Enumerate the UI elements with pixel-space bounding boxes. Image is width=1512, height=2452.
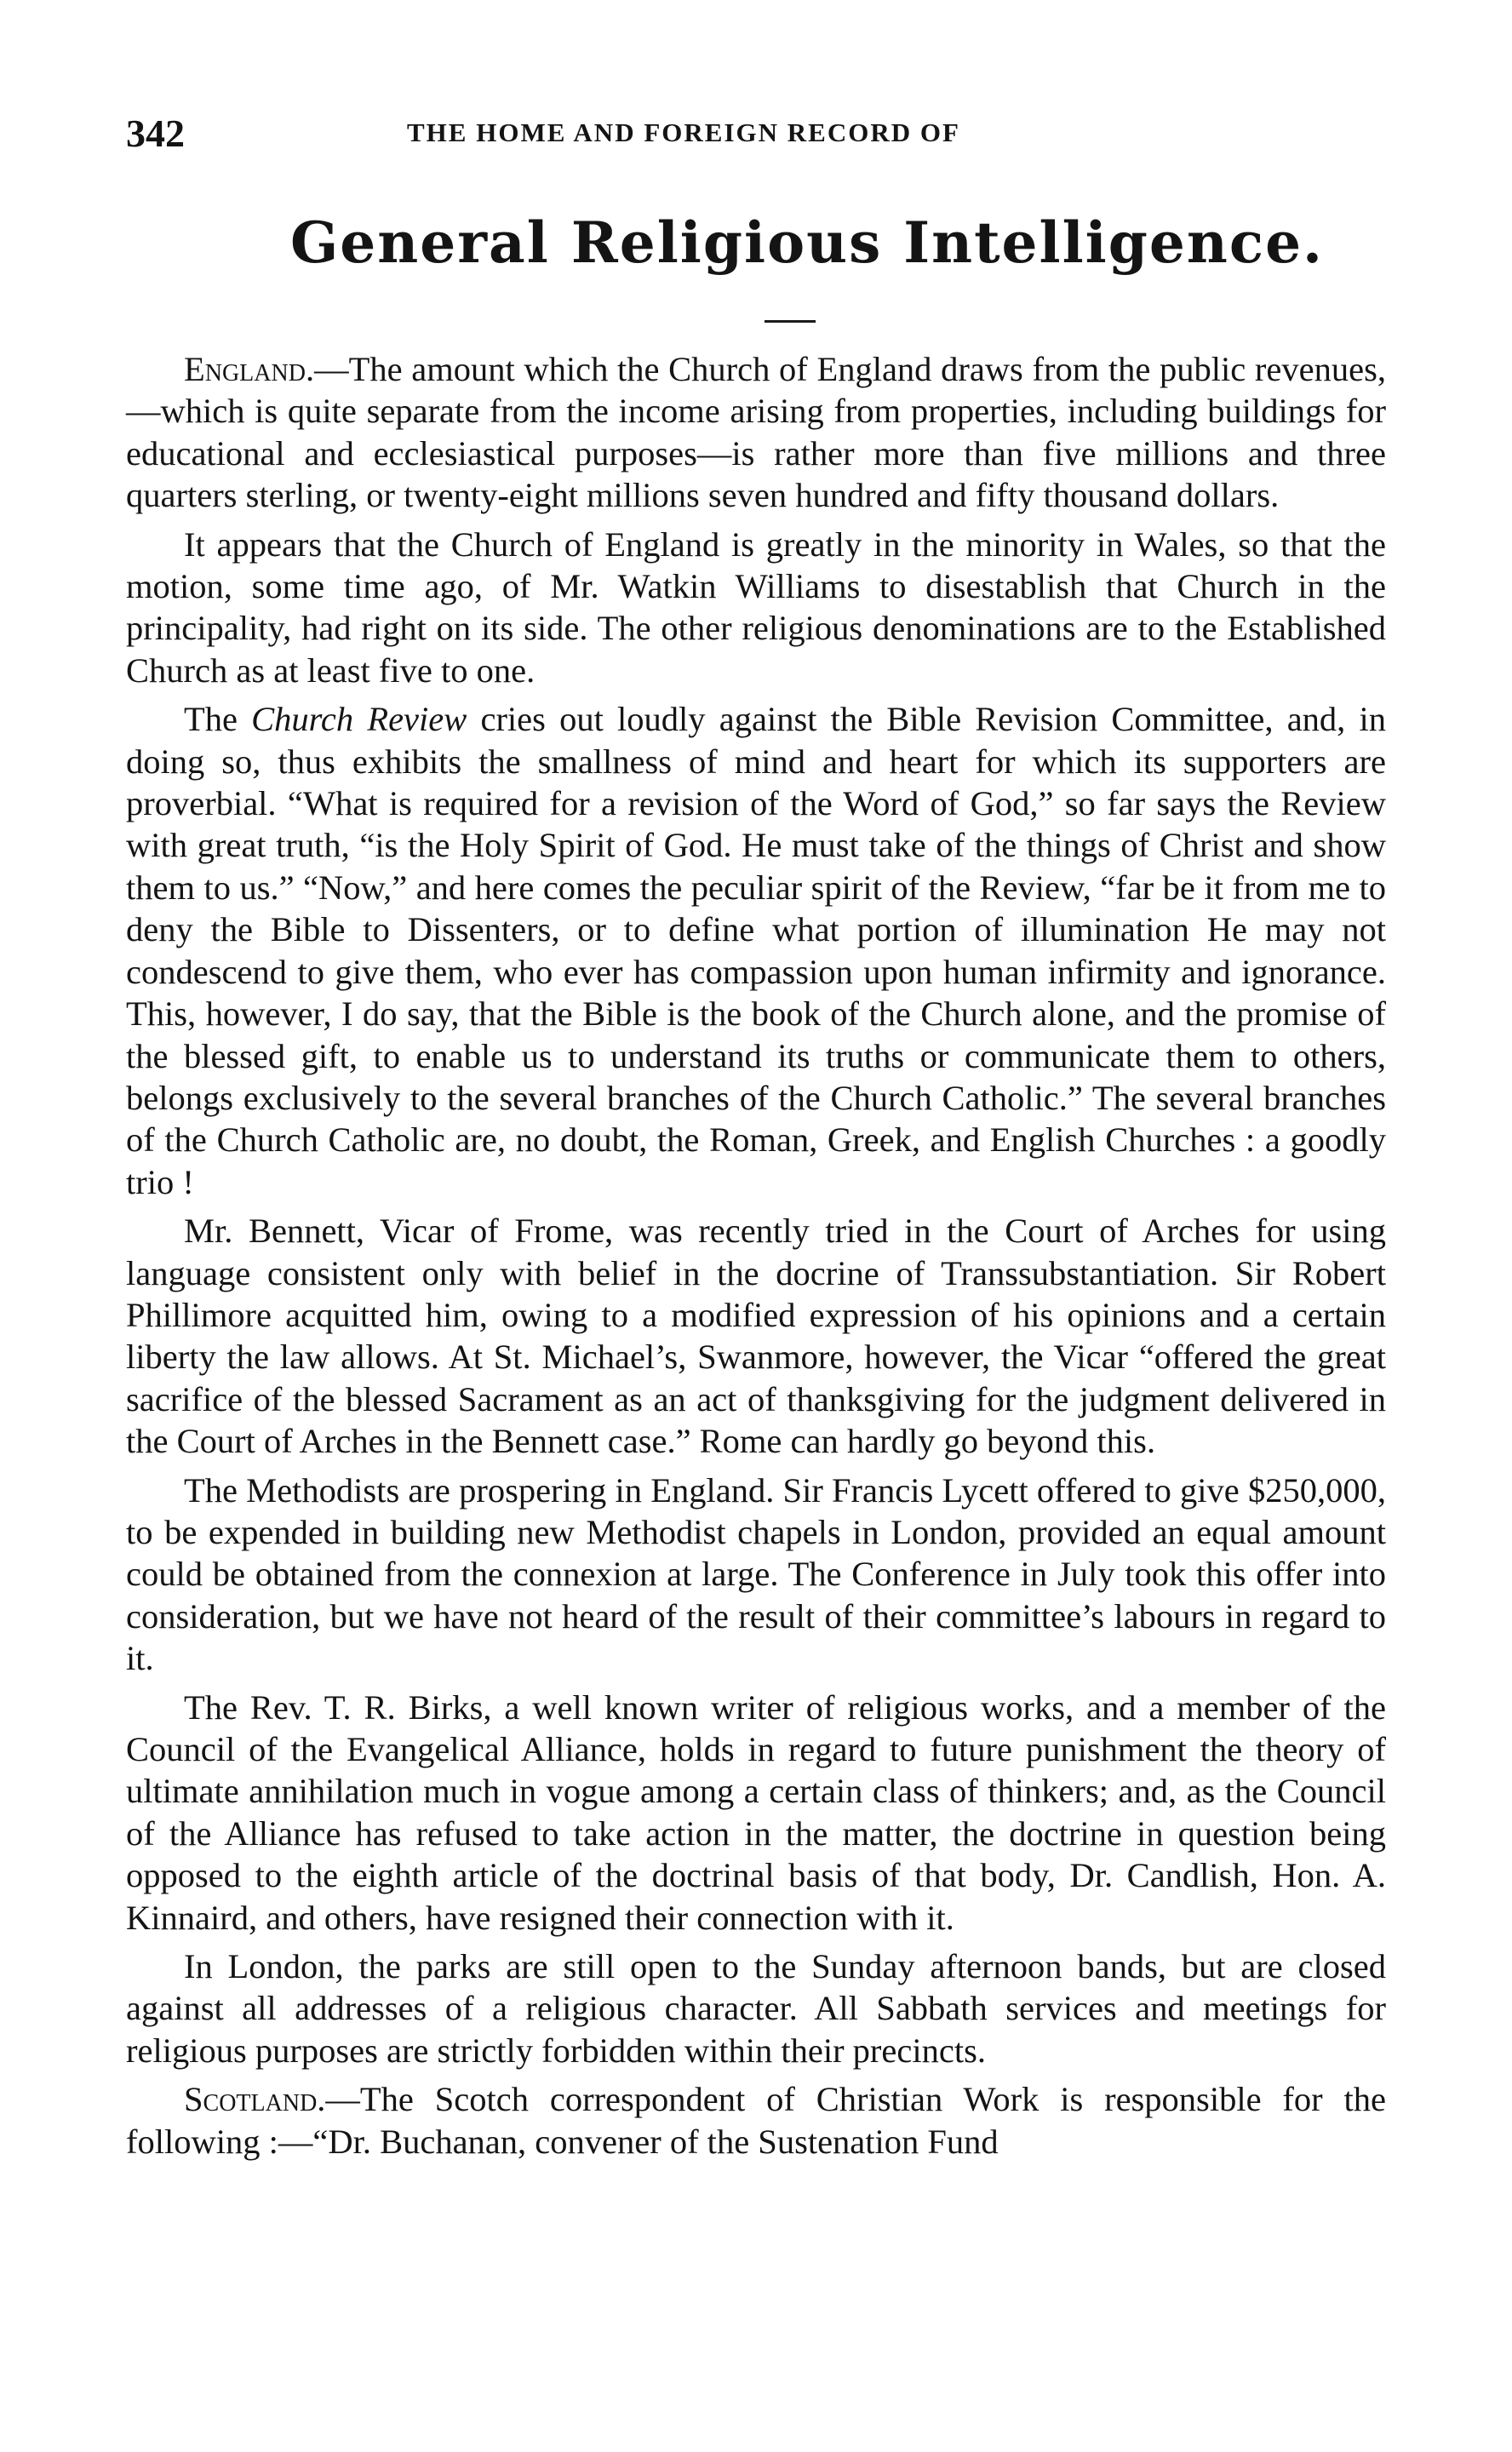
section-title: General Religious Intelligence. <box>289 209 1325 276</box>
paragraph-text: —The Scotch correspondent of Christian Work is responsible for the following :—“Dr. Buchanan, convener of the Sustenation Fund <box>126 2080 1386 2161</box>
running-head: THE HOME AND FOREIGN RECORD OF <box>407 117 960 147</box>
paragraph-lead: England. <box>184 350 315 388</box>
paragraph-text: The Rev. T. R. Birks, a well known writer of religious works, and a member of the Council of the Evangelical Alliance, holds in regard to future punishment the theory of ultimate annihilation much in vogue among a certain class of thinkers; and, as the Council of the Alliance has refused to take action in the matter, the doctrine in question being opposed to the eighth article of the doctrinal basis of that body, Dr. Candlish, Hon. A. Kinnaird, and others, have resigned their connection with it. <box>126 1687 1386 1937</box>
paragraph-church-review <box>126 698 1386 1203</box>
paragraph-bennett <box>126 1210 1386 1462</box>
paragraph-italic: Church Review <box>251 700 467 739</box>
paragraph-text: cries out loudly against the Bible Revision Committee, and, in doing so, thus exhibits the smallness of mind and heart for which its supporters are proverbial. “What is required for a revision of the Word of God,” so far says the Review with great truth, “is the Holy Spirit of God. He must take of the things of Christ and show them to us.” “Now,” and here comes the peculiar spirit of the Review, “far be it from me to deny the Bible to Dissenters, or to define what portion of illumination He may not condescend to give them, who ever has compassion upon human infirmity and ignorance. This, however, I do say, that the Bible is the book of the Church alone, and the promise of the blessed gift, to enable us to understand its truths or communicate them to others, belongs exclusively to the several branches of the Church Catholic.” The several branches of the Church Catholic are, no doubt, the Roman, Greek, and English Churches : a goodly trio ! <box>126 700 1386 1201</box>
paragraph-text-before: The <box>184 700 252 739</box>
paragraph-methodists <box>126 1469 1386 1680</box>
paragraph-birks <box>126 1687 1386 1939</box>
paragraph-text: —The amount which the Church of England draws from the public revenues,—which is quite separate from the income arising from properties, including buildings for educational and ecclesiastical purposes—is rather more than five millions and three quarters sterling, or twenty-eight millions seven hundred and fifty thousand dollars. <box>126 350 1386 515</box>
paragraph-england <box>126 348 1386 517</box>
page-header <box>126 111 1386 162</box>
paragraph-london-parks <box>126 1945 1386 2071</box>
paragraph-scotland <box>126 2078 1386 2163</box>
paragraph-text: It appears that the Church of England is greatly in the minority in Wales, so that the motion, some time ago, of Mr. Watkin Williams to disestablish that Church in the principality, had right on its side. The other religious denominations are to the Established Church as at least five to one. <box>126 524 1386 690</box>
paragraph-wales <box>126 524 1386 692</box>
paragraph-text: The Methodists are prospering in England. Sir Francis Lycett offered to give $250,000, to be expended in building new Methodist chapels in London, provided an equal amount could be obtained from the connexion at large. The Conference in July took this offer into consideration, but we have not heard of the result of their committee’s labours in regard to it. <box>126 1470 1386 1678</box>
article-body <box>126 348 1386 2163</box>
page-number: 342 <box>126 112 185 155</box>
title-rule <box>765 320 816 323</box>
book-page <box>126 111 1386 2169</box>
paragraph-lead: Scotland. <box>184 2080 326 2119</box>
paragraph-text: Mr. Bennett, Vicar of Frome, was recently tried in the Court of Arches for using language consistent only with belief in the docrine of Transsubstantiation. Sir Robert Phillimore acquitted him, owing to a modified expression of his opinions and a certain liberty the law allows. At St. Michael’s, Swanmore, however, the Vicar “offered the great sacrifice of the blessed Sacrament as an act of thanksgiving for the judgment delivered in the Court of Arches in the Bennett case.” Rome can hardly go beyond this. <box>126 1212 1386 1461</box>
paragraph-text: In London, the parks are still open to the Sunday afternoon bands, but are closed against all addresses of a religious character. All Sabbath services and meetings for religious purposes are strictly forbidden within their precincts. <box>126 1947 1386 2070</box>
